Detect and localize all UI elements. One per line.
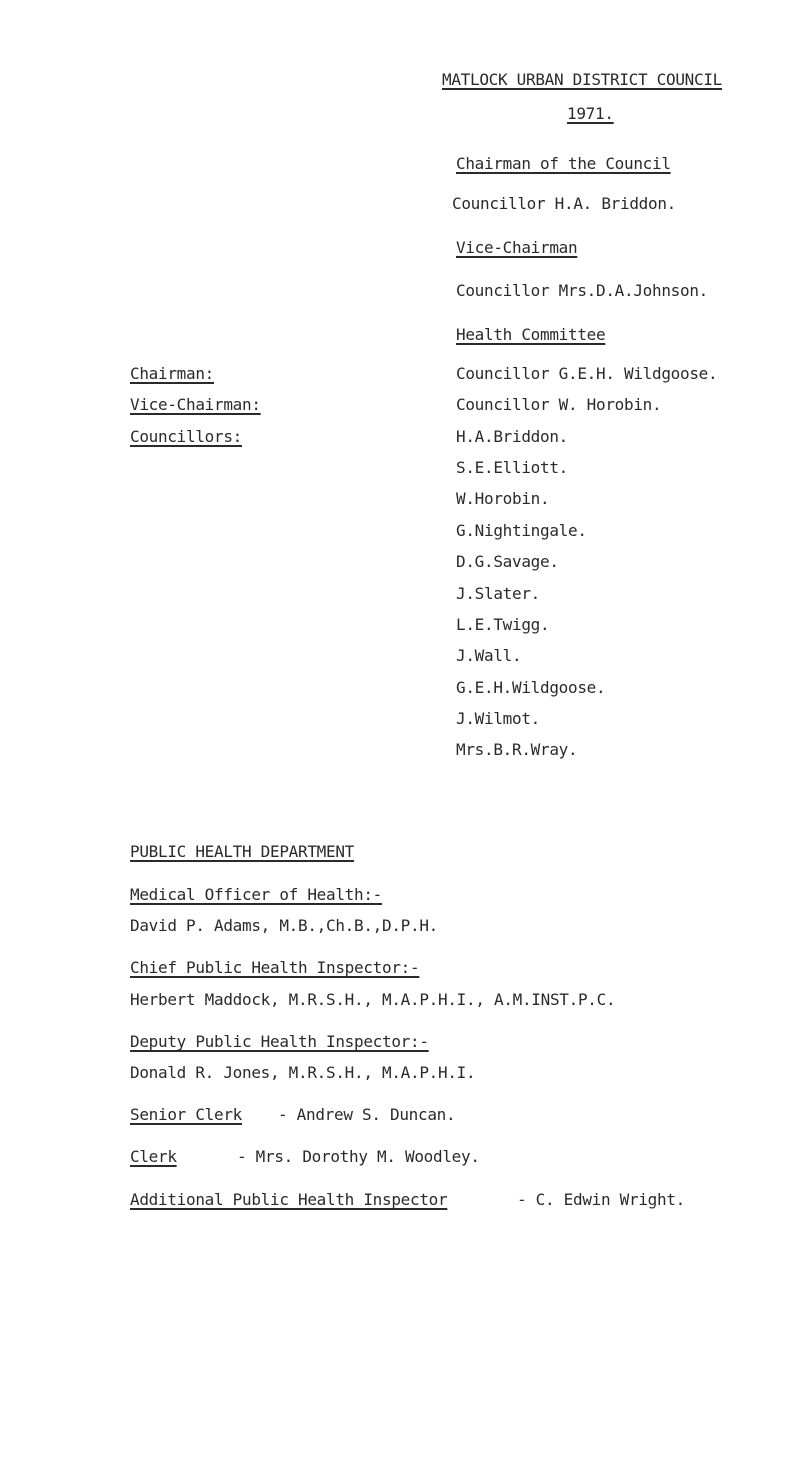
moh-label: Medical Officer of Health:- bbox=[130, 885, 382, 904]
dphi-label: Deputy Public Health Inspector:- bbox=[130, 1032, 429, 1051]
council-chairman: Councillor H.A. Briddon. bbox=[452, 194, 676, 213]
councillor-list-item: H.A.Briddon. bbox=[456, 427, 568, 446]
councillors-label: Councillors: bbox=[130, 427, 242, 446]
councillor-list-item: J.Wilmot. bbox=[456, 709, 540, 728]
committee-chairman: Councillor G.E.H. Wildgoose. bbox=[456, 364, 718, 383]
cphi-name: Herbert Maddock, M.R.S.H., M.A.P.H.I., A.M.INST.P.C. bbox=[130, 990, 616, 1009]
committee-chairman-label: Chairman: bbox=[130, 364, 214, 383]
senior-clerk-label: Senior Clerk bbox=[130, 1105, 242, 1124]
cphi-label: Chief Public Health Inspector:- bbox=[130, 958, 420, 977]
councillor-list-item: S.E.Elliott. bbox=[456, 458, 568, 477]
committee-vice-chairman: Councillor W. Horobin. bbox=[456, 395, 662, 414]
councillor-list-item: J.Wall. bbox=[456, 646, 522, 665]
councillor-list-item: D.G.Savage. bbox=[456, 552, 559, 571]
councillor-list-item: L.E.Twigg. bbox=[456, 615, 550, 634]
health-committee-heading: Health Committee bbox=[456, 325, 606, 344]
councillor-list-item: W.Horobin. bbox=[456, 489, 550, 508]
moh-name: David P. Adams, M.B.,Ch.B.,D.P.H. bbox=[130, 916, 438, 935]
councillor-list-item: J.Slater. bbox=[456, 584, 540, 603]
council-title: MATLOCK URBAN DISTRICT COUNCIL bbox=[442, 70, 722, 89]
additional-inspector-label: Additional Public Health Inspector bbox=[130, 1190, 448, 1209]
dphi-name: Donald R. Jones, M.R.S.H., M.A.P.H.I. bbox=[130, 1063, 476, 1082]
councillor-list-item: Mrs.B.R.Wray. bbox=[456, 740, 578, 759]
council-vice-chairman: Councillor Mrs.D.A.Johnson. bbox=[456, 281, 708, 300]
clerk-label: Clerk bbox=[130, 1147, 177, 1166]
clerk-name: - Mrs. Dorothy M. Woodley. bbox=[237, 1147, 480, 1166]
senior-clerk-name: - Andrew S. Duncan. bbox=[278, 1105, 456, 1124]
councillor-list-item: G.E.H.Wildgoose. bbox=[456, 678, 606, 697]
department-heading: PUBLIC HEALTH DEPARTMENT bbox=[130, 842, 354, 861]
councillor-list-item: G.Nightingale. bbox=[456, 521, 587, 540]
council-vice-chairman-heading: Vice-Chairman bbox=[456, 238, 578, 257]
report-year: 1971. bbox=[567, 104, 614, 123]
committee-vice-chairman-label: Vice-Chairman: bbox=[130, 395, 261, 414]
council-chairman-heading: Chairman of the Council bbox=[456, 154, 671, 173]
additional-inspector-name: - C. Edwin Wright. bbox=[517, 1190, 685, 1209]
